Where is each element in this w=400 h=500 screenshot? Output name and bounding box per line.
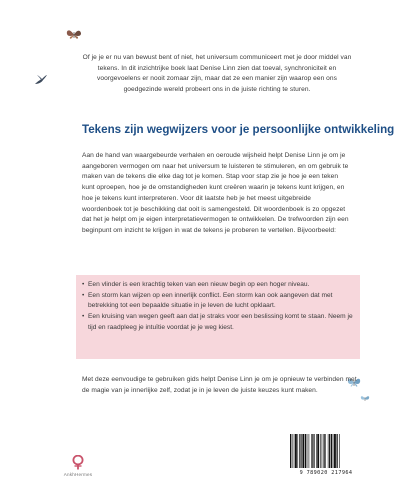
outro-paragraph: Met deze eenvoudige te gebruiken gids helpt Denise Linn je om je opnieuw te verbinden met de magie van je innerlijke zelf, zodat je in je leven de juiste keuzes kunt maken. bbox=[82, 376, 357, 394]
publisher-name: AnkhHermes bbox=[63, 472, 93, 477]
butterfly-icon bbox=[66, 28, 82, 42]
isbn-number: 9 789020 217964 bbox=[299, 470, 353, 476]
example-item: • Een storm kan wijzen op een innerlijk conflict. Een storm kan ook aangeven dat met betrekking tot een bepaalde situatie in je leven de lucht opklaart. bbox=[82, 291, 354, 312]
ankh-logo-icon bbox=[72, 455, 84, 470]
publisher-logo bbox=[60, 455, 96, 477]
barcode-bars bbox=[290, 434, 362, 468]
intro-paragraph: Of je je er nu van bewust bent of niet, het universum communiceert met je door middel van tekens. In dit inzichtrijke boek laat Denise Linn zien dat toeval, synchroniciteit en voorgevoelens er nooit zomaar zijn, maar dat ze een manier zijn waarop een ons goedgezinde wereld probeert ons in de juiste richting te sturen. bbox=[82, 54, 352, 94]
section-heading: Tekens zijn wegwijzers voor je persoonlijke ontwikkeling bbox=[82, 123, 395, 136]
isbn-barcode bbox=[284, 430, 368, 480]
swallow-icon bbox=[34, 74, 48, 86]
body-paragraph: Aan de hand van waargebeurde verhalen en oeroude wijsheid helpt Denise Linn je om je aangeboren vermogen om naar het universum te luisteren te stimuleren, en om gebruik te maken van de tekens die elke dag tot je komen. Stap voor stap zie je hoe je een teken kunt oproepen, hoe je de omstandigheden kunt creëren waarin je tekens kunt krijgen, en hoe je tekens kunt interpreteren. Voor dit laatste heb je het meest uitgebreide woordenboek tot je beschikking dat ooit is samengesteld. Dit woordenboek is zo opgezet dat het je helpt om je eigen interpretatievermogen te ontwikkelen. De trefwoorden zijn een beginpunt om inzicht te krijgen in wat de tekens je proberen te vertellen. Bijvoorbeeld: bbox=[82, 152, 349, 234]
example-item: • Een vlinder is een krachtig teken van een nieuw begin op een hoger niveau. bbox=[82, 280, 354, 291]
example-item: • Een kruising van wegen geeft aan dat je straks voor een beslissing komt te staan. Neem je tijd en raadpleeg je intuïtie voordat je je weg kiest. bbox=[82, 312, 354, 333]
examples-list bbox=[82, 280, 354, 334]
